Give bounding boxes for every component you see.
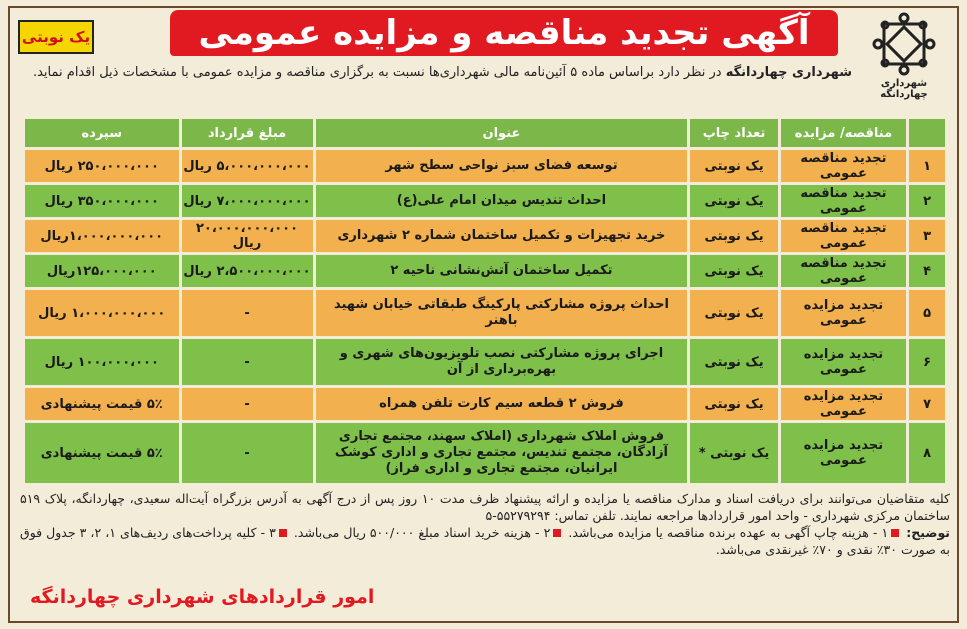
table-row (25, 150, 945, 182)
row-deposit: ۱،۰۰۰،۰۰۰،۰۰۰ریال (25, 220, 179, 252)
table-row (25, 220, 945, 252)
row-count: یک نوبتی (690, 185, 777, 217)
row-number: ۳ (909, 220, 945, 252)
row-title: خرید تجهیزات و تکمیل ساختمان شماره ۲ شهرداری (316, 220, 688, 252)
footer-notes (20, 524, 950, 558)
logo-emblem-icon (872, 12, 936, 76)
row-amount: ۲۰،۰۰۰،۰۰۰،۰۰۰ ریال (182, 220, 313, 252)
note-3: ۳ - کلیه پرداخت‌های ردیف‌های ۱، ۲، ۳ جدول فوق به صورت ۳۰٪ نقدی و ۷۰٪ غیرنقدی می‌باشد. (20, 525, 950, 557)
footer-paragraph: کلیه متقاضیان می‌توانند برای دریافت اسناد و مدارک مناقصه یا مزایده و ارائه پیشنهاد ظرف مدت ۱۰ روز پس از درج آگهی به آدرس بزرگراه آیت‌اله سعیدی، چهاردانگه، پلاک ۵۱۹ ساختمان مرکزی شهرداری - واحد امور قراردادها مراجعه نمایند. تلفن تماس: ۵۵۲۷۹۲۹۴-۵ (20, 491, 950, 523)
row-deposit: ۲۵۰،۰۰۰،۰۰۰ ریال (25, 150, 179, 182)
note-2: ۲ - هزینه خرید اسناد مبلغ ۵۰۰/۰۰۰ ریال می‌باشد. (293, 525, 551, 540)
row-type: تجدید مزایده عمومی (781, 388, 906, 420)
intro-paragraph (20, 64, 852, 81)
row-count: یک نوبتی (690, 150, 777, 182)
bullet-square-icon (891, 529, 899, 537)
row-count: یک نوبتی (690, 388, 777, 420)
bullet-square-icon (279, 529, 287, 537)
row-type: تجدید مزایده عمومی (781, 290, 906, 336)
row-deposit: ۱،۰۰۰،۰۰۰،۰۰۰ ریال (25, 290, 179, 336)
table-row (25, 185, 945, 217)
municipality-logo (856, 12, 952, 104)
col-count: تعداد چاپ (690, 119, 777, 147)
col-number (909, 119, 945, 147)
intro-text: در نظر دارد براساس ماده ۵ آئین‌نامه مالی شهرداری‌ها نسبت به برگزاری مناقصه و مزایده عمومی با مشخصات ذیل اقدام نماید. (32, 65, 722, 80)
col-amount: مبلغ قرارداد (182, 119, 313, 147)
table-row (25, 255, 945, 287)
row-amount: ۷،۰۰۰،۰۰۰،۰۰۰ ریال (182, 185, 313, 217)
row-type: تجدید مناقصه عمومی (781, 150, 906, 182)
page-title: آگهی تجدید مناقصه و مزایده عمومی (170, 10, 838, 56)
row-type: تجدید مناقصه عمومی (781, 185, 906, 217)
col-type: مناقصه/ مزایده (781, 119, 906, 147)
row-number: ۱ (909, 150, 945, 182)
row-number: ۷ (909, 388, 945, 420)
logo-caption: شهرداری چهاردانگه (880, 78, 928, 100)
row-amount: - (182, 423, 313, 483)
row-title: اجرای پروژه مشارکتی نصب تلویزیون‌های شهری و بهره‌برداری از آن (316, 339, 688, 385)
row-count: یک نوبتی (690, 290, 777, 336)
intro-org: شهرداری چهاردانگه (725, 65, 852, 80)
table-row (25, 290, 945, 336)
bullet-square-icon (553, 529, 561, 537)
row-amount: - (182, 388, 313, 420)
col-deposit: سپرده (25, 119, 179, 147)
note-label: توضیح: (906, 525, 950, 540)
row-count: یک نوبتی (690, 255, 777, 287)
row-amount: - (182, 339, 313, 385)
row-title: فروش ۲ قطعه سیم کارت تلفن همراه (316, 388, 688, 420)
row-amount: - (182, 290, 313, 336)
row-number: ۶ (909, 339, 945, 385)
row-deposit: ۱۲۵،۰۰۰،۰۰۰ریال (25, 255, 179, 287)
row-number: ۴ (909, 255, 945, 287)
table-header-row (25, 119, 945, 147)
table-row (25, 339, 945, 385)
department-signature: امور قراردادهای شهرداری چهاردانگه (30, 586, 375, 608)
row-deposit: ۵٪ قیمت پیشنهادی (25, 388, 179, 420)
row-amount: ۵،۰۰۰،۰۰۰،۰۰۰ ریال (182, 150, 313, 182)
row-title: احداث تندیس میدان امام علی(ع) (316, 185, 688, 217)
row-type: تجدید مزایده عمومی (781, 423, 906, 483)
row-title: توسعه فضای سبز نواحی سطح شهر (316, 150, 688, 182)
row-amount: ۲،۵۰۰،۰۰۰،۰۰۰ ریال (182, 255, 313, 287)
row-number: ۸ (909, 423, 945, 483)
table-row (25, 423, 945, 483)
row-deposit: ۳۵۰،۰۰۰،۰۰۰ ریال (25, 185, 179, 217)
row-count: یک نوبتی * (690, 423, 777, 483)
row-deposit: ۱۰۰،۰۰۰،۰۰۰ ریال (25, 339, 179, 385)
row-count: یک نوبتی (690, 339, 777, 385)
table-row (25, 388, 945, 420)
row-type: تجدید مزایده عمومی (781, 339, 906, 385)
row-deposit: ۵٪ قیمت پیشنهادی (25, 423, 179, 483)
note-1: ۱ - هزینه چاپ آگهی به عهده برنده مناقصه یا مزایده می‌باشد. (568, 525, 889, 540)
row-number: ۲ (909, 185, 945, 217)
row-title: تکمیل ساختمان آتش‌نشانی ناحیه ۲ (316, 255, 688, 287)
row-title: فروش املاک شهرداری (املاک سهند، مجتمع تجاری آزادگان، مجتمع تندیس، مجتمع تجاری و اداری کوشک ایرانیان، مجتمع تجاری و اداری فراز) (316, 423, 688, 483)
footer-text (20, 490, 950, 558)
one-time-badge: یک نوبتی (18, 20, 94, 54)
row-number: ۵ (909, 290, 945, 336)
row-type: تجدید مناقصه عمومی (781, 255, 906, 287)
row-type: تجدید مناقصه عمومی (781, 220, 906, 252)
tender-table (22, 116, 948, 486)
row-title: احداث پروژه مشارکتی پارکینگ طبقاتی خیابان شهید باهنر (316, 290, 688, 336)
col-title: عنوان (316, 119, 688, 147)
row-count: یک نوبتی (690, 220, 777, 252)
